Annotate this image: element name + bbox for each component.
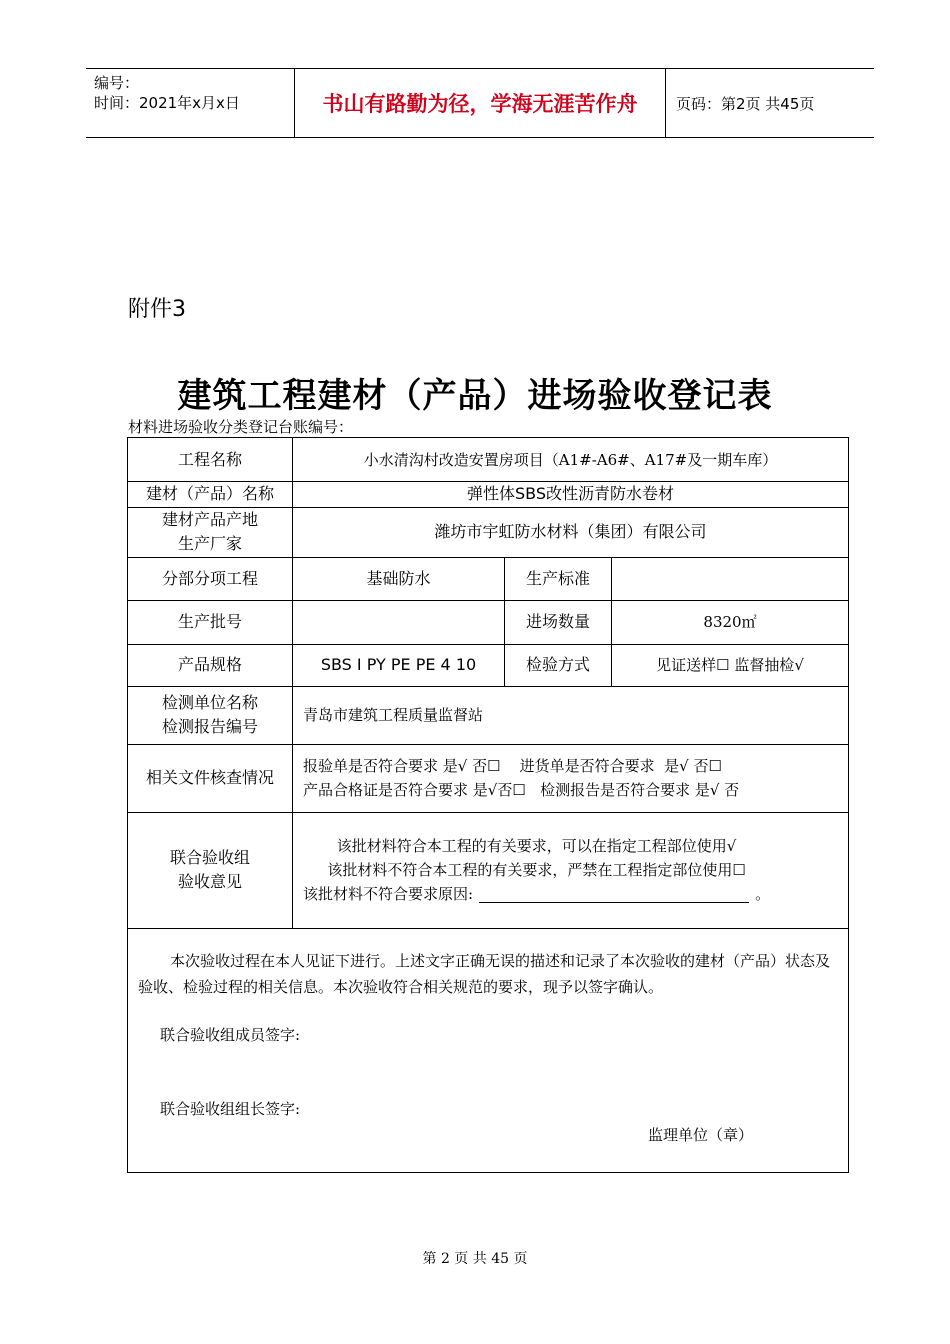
header-meta (86, 69, 294, 137)
inspection-method-value: 见证送样☐ 监督抽检√ (611, 644, 848, 686)
standard-value (611, 557, 848, 600)
number-label: 编号： (94, 74, 140, 92)
origin-label-line-1: 建材产品产地 (161, 510, 258, 529)
docs-check-line-2: 产品合格证是否符合要求 是√否☐ 检测报告是否符合要求 是√ 否 (303, 781, 740, 799)
opinion-line-2: 该批材料不符合本工程的有关要求，严禁在工程指定部位使用☐ (327, 861, 746, 879)
origin-value: 潍坊市宇虹防水材料（集团）有限公司 (292, 507, 848, 557)
docs-check-label: 相关文件核查情况 (145, 768, 274, 787)
test-unit-label-line-2: 检测报告编号 (161, 717, 258, 736)
statement-text: 本次验收过程在本人见证下进行。上述文字正确无误的描述和记录了本次验收的建材（产品）状态及验收、检验过程的相关信息。本次验收符合相关规范的要求，现予以签字确认。 (138, 952, 831, 996)
spec-value: SBS I PY PE PE 4 10 (292, 644, 504, 686)
opinion-line-3-suffix: 。 (755, 885, 771, 903)
opinion-label (128, 812, 292, 928)
supervisor-seal-label: 监理单位（章） (648, 1126, 754, 1144)
batch-label: 生产批号 (177, 612, 242, 631)
opinion-lines (293, 834, 770, 906)
members-signature-label: 联合验收组成员签字: (160, 1026, 301, 1044)
reason-blank-line (479, 888, 749, 903)
opinion-line-1: 该批材料符合本工程的有关要求，可以在指定工程部位使用√ (336, 837, 737, 855)
header-motto: 书山有路勤为径，学海无涯苦作舟 (294, 69, 666, 137)
opinion-label-line-2: 验收意见 (177, 872, 242, 891)
batch-value (292, 600, 504, 644)
opinion-label-line-1: 联合验收组 (169, 848, 250, 867)
header-page-info: 页码：第2页 共45页 (676, 94, 815, 113)
origin-label (128, 507, 292, 557)
statement-section (128, 928, 848, 1172)
time-label: 时间：2021年x月x日 (94, 94, 240, 112)
inspection-method-label: 检验方式 (504, 644, 611, 686)
row-batch (128, 600, 848, 645)
row-subproject (128, 557, 848, 601)
opinion-value (292, 812, 848, 928)
row-opinion (128, 812, 848, 929)
row-docs-check (128, 744, 848, 813)
page-header (86, 68, 874, 138)
attachment-label: 附件3 (128, 297, 186, 322)
subproject-label: 分部分项工程 (161, 568, 258, 588)
docs-check-value (292, 744, 848, 812)
quantity-label: 进场数量 (504, 600, 611, 644)
page-footer: 第 2 页 共 45 页 (422, 1251, 528, 1267)
row-project-name (128, 438, 848, 482)
origin-label-line-2: 生产厂家 (177, 534, 242, 553)
document-title: 建筑工程建材（产品）进场验收登记表 (177, 376, 773, 416)
ledger-number-label: 材料进场验收分类登记台账编号： (128, 418, 354, 436)
test-unit-label-line-1: 检测单位名称 (161, 693, 258, 712)
material-name-label: 建材（产品）名称 (145, 484, 274, 503)
test-unit-label (128, 686, 292, 744)
acceptance-form (127, 437, 849, 1173)
row-test-unit (128, 686, 848, 745)
project-name-label: 工程名称 (177, 449, 242, 469)
project-name-value: 小水清沟村改造安置房项目（A1#-A6#、A17#及一期车库） (292, 438, 848, 481)
leader-signature-label: 联合验收组组长签字: (160, 1100, 301, 1118)
test-unit-value: 青岛市建筑工程质量监督站 (292, 686, 848, 744)
subproject-value: 基础防水 (292, 557, 504, 600)
docs-check-line-1: 报验单是否符合要求 是√ 否☐ 进货单是否符合要求 是√ 否☐ (303, 757, 722, 775)
standard-label: 生产标准 (504, 557, 611, 600)
material-name-value: 弹性体SBS改性沥青防水卷材 (292, 481, 848, 507)
row-material-name (128, 481, 848, 508)
quantity-value: 8320㎡ (611, 600, 848, 644)
opinion-line-3 (303, 882, 770, 906)
row-spec (128, 644, 848, 687)
spec-label: 产品规格 (177, 655, 242, 674)
row-origin (128, 507, 848, 558)
opinion-line-3-prefix: 该批材料不符合要求原因: (303, 885, 474, 903)
